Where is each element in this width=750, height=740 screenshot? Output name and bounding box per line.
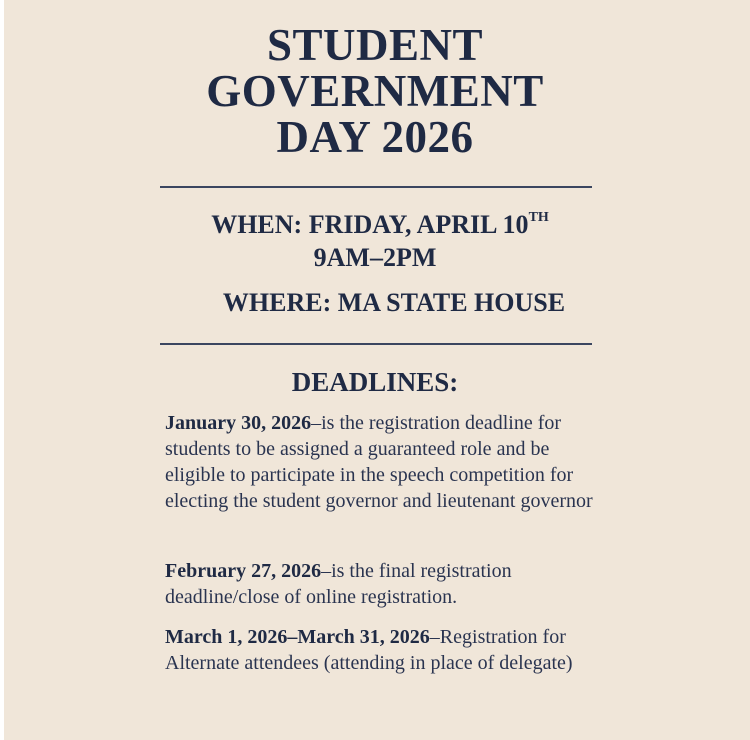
event-date-text: WHEN: FRIDAY, APRIL 10	[211, 210, 529, 239]
event-date-ordinal: TH	[528, 210, 549, 225]
deadline-text: –Registration for Alternate attendees (attending in place of delegate)	[165, 626, 573, 674]
deadline-date: February 27, 2026	[165, 560, 322, 582]
deadline-text: –is the final registration deadline/close of online registration.	[165, 560, 512, 608]
divider-top	[160, 186, 592, 188]
event-date	[0, 208, 750, 242]
deadline-text: –is the registration deadline for students to be assigned a guaranteed role and be eligible to participate in the speech competition for electing the student governor and lieutenant governor	[165, 412, 593, 512]
deadlines-heading: DEADLINES:	[291, 367, 459, 397]
event-location: WHERE: MA STATE HOUSE	[222, 288, 566, 317]
deadline-item	[165, 410, 595, 514]
deadline-item	[165, 624, 595, 676]
deadline-date: March 1, 2026–March 31, 2026	[165, 626, 430, 648]
divider-bottom	[160, 343, 592, 345]
title-line-2: GOVERNMENT	[206, 66, 544, 116]
title-line-1: STUDENT	[266, 20, 484, 70]
page-title	[0, 22, 750, 160]
deadline-item	[165, 558, 595, 610]
title-line-3: DAY 2026	[276, 112, 474, 162]
event-hours: 9AM–2PM	[313, 243, 437, 272]
deadline-date: January 30, 2026	[165, 412, 312, 434]
